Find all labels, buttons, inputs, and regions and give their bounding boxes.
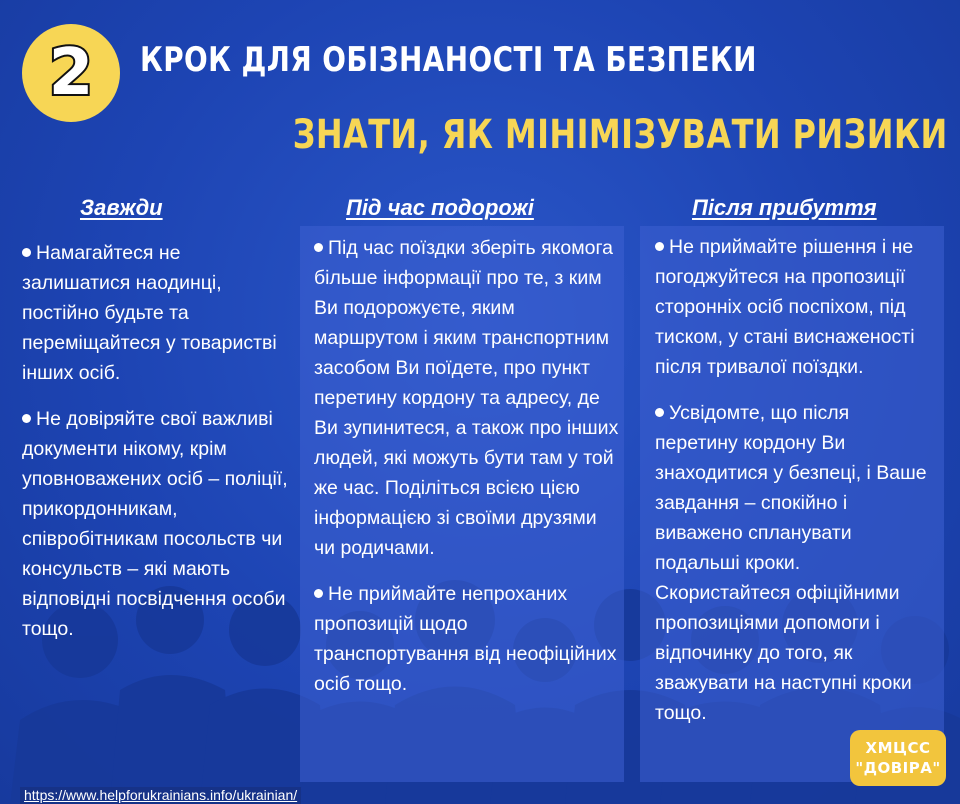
column-heading-always: Завжди	[80, 195, 163, 220]
page-subtitle: ЗНАТИ, ЯК МІНІМІЗУВАТИ РИЗИКИ	[293, 112, 948, 158]
step-number: 2	[48, 36, 94, 110]
list-item: Під час поїздки зберіть якомога більше інформації про те, з ким Ви подорожуєте, яким маршрутом і яким транспортним засобом Ви поїдете, про пункт перетину кордону та адресу, де Ви зупинитеся, а також про інших людей, які можуть бути там у той же час. Поділіться всією цією інформацією зі своїми друзями чи родичами.	[314, 237, 619, 559]
bullet-icon	[314, 243, 323, 252]
column-travel	[314, 233, 619, 715]
bullet-icon	[655, 242, 664, 251]
page-title: КРОК ДЛЯ ОБІЗНАНОСТІ ТА БЕЗПЕКИ	[140, 40, 757, 80]
badge-line-2: "ДОВІРА"	[855, 759, 941, 777]
source-link[interactable]: https://www.helpforukrainians.info/ukrainian/	[20, 787, 301, 804]
list-item: Намагайтеся не залишатися наодинці, постійно будьте та переміщайтеся у товаристві інших осіб.	[22, 242, 277, 384]
column-heading-arrival: Після прибуття	[692, 195, 877, 220]
bullet-icon	[22, 414, 31, 423]
list-item: Не довіряйте свої важливі документи нікому, крім уповноважених осіб – поліції, прикордонникам, співробітникам посольств чи консульств – які мають відповідні посвідчення особи тощо.	[22, 408, 288, 640]
column-arrival	[655, 232, 935, 744]
list-item: Не приймайте рішення і не погоджуйтеся на пропозиції сторонніх осіб поспіхом, під тиском, у стані виснаженості після тривалої поїздки.	[655, 236, 915, 378]
bullet-icon	[22, 248, 31, 257]
step-number-badge	[22, 24, 120, 122]
column-heading-travel: Під час подорожі	[346, 195, 534, 220]
bullet-icon	[314, 589, 323, 598]
organization-badge	[850, 730, 946, 786]
bullet-icon	[655, 408, 664, 417]
list-item: Не приймайте непроханих пропозицій щодо транспортування від неофіційних осіб тощо.	[314, 583, 617, 695]
badge-line-1: ХМЦСС	[865, 739, 931, 757]
list-item: Усвідомте, що після перетину кордону Ви знаходитися у безпеці, і Ваше завдання – спокійно і виважено спланувати подальші кроки. Скористайтеся офіційними пропозиціями допомоги і відпочинку до того, як зважувати на наступні кроки тощо.	[655, 402, 927, 724]
column-always	[22, 238, 294, 660]
